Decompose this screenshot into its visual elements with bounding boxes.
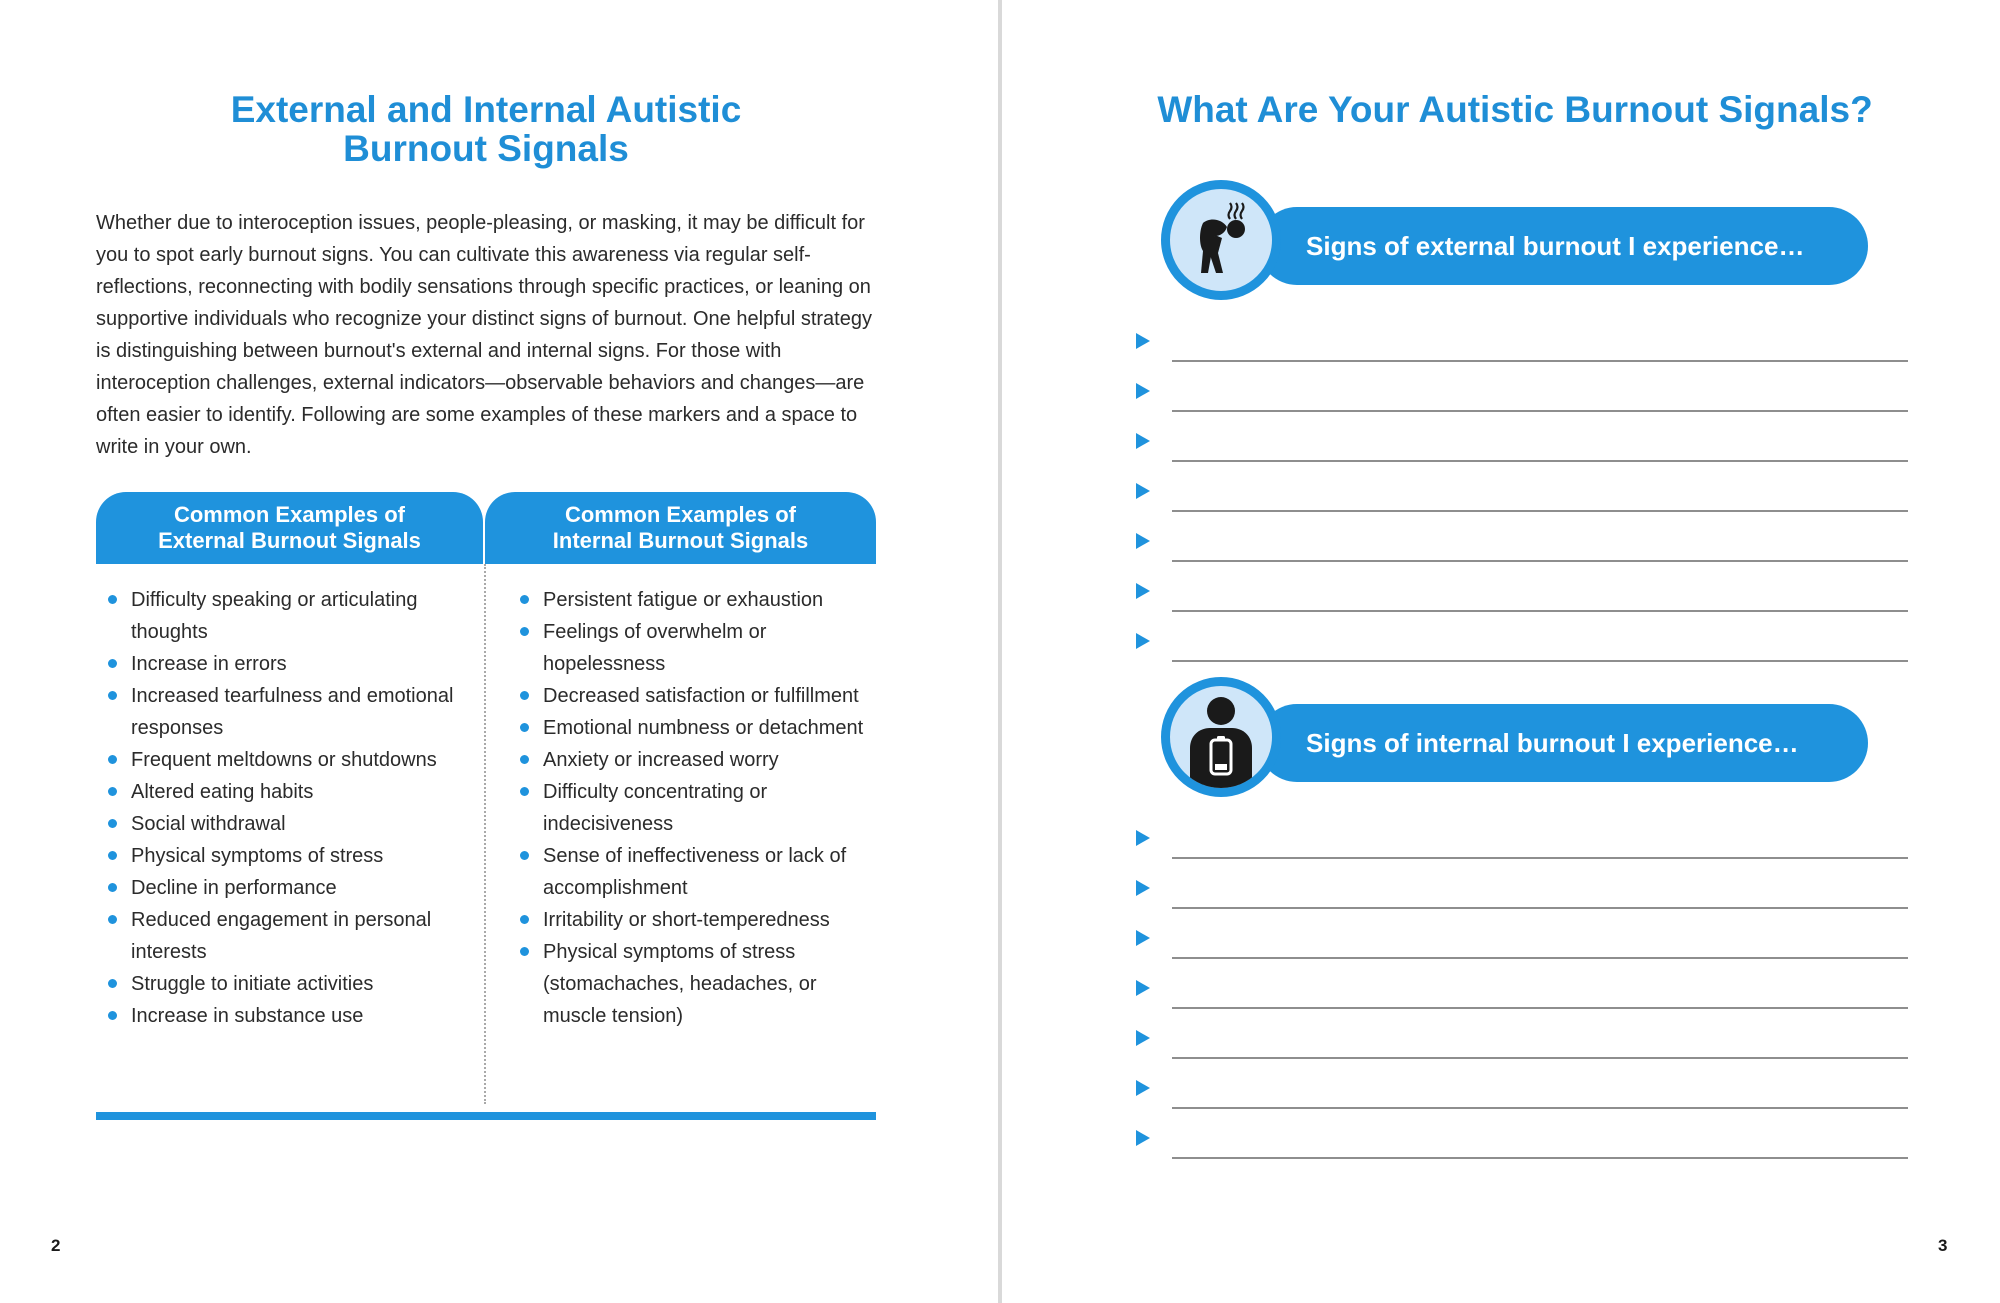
list-item: Increase in errors (108, 648, 474, 680)
write-in-rule[interactable] (1172, 1007, 1908, 1009)
page-number-right: 3 (1938, 1236, 1948, 1255)
list-item: Frequent meltdowns or shutdowns (108, 744, 474, 776)
list-item: Anxiety or increased worry (520, 744, 876, 776)
writing-line[interactable] (1132, 1130, 1908, 1180)
triangle-bullet-icon (1136, 980, 1150, 996)
list-item: Increased tearfulness and emotional responses (108, 680, 474, 744)
writing-line[interactable] (1132, 583, 1908, 633)
writing-line[interactable] (1132, 1030, 1908, 1080)
external-writing-lines (1132, 333, 1908, 683)
writing-line[interactable] (1132, 483, 1908, 533)
triangle-bullet-icon (1136, 1130, 1150, 1146)
internal-writing-lines (1132, 830, 1908, 1180)
list-item: Decline in performance (108, 872, 474, 904)
list-item: Decreased satisfaction or fulfillment (520, 680, 876, 712)
left-page-title-line-1: External and Internal Autistic (230, 89, 742, 130)
triangle-bullet-icon (1136, 633, 1150, 649)
write-in-rule[interactable] (1172, 957, 1908, 959)
right-page-title: What Are Your Autistic Burnout Signals? (1157, 89, 1873, 130)
write-in-rule[interactable] (1172, 1107, 1908, 1109)
bent-over-person-icon-graphic (1170, 189, 1272, 291)
bent-over-person-icon (1161, 180, 1281, 300)
writing-line[interactable] (1132, 333, 1908, 383)
triangle-bullet-icon (1136, 333, 1150, 349)
external-header-line-2: External Burnout Signals (158, 528, 421, 553)
write-in-rule[interactable] (1172, 560, 1908, 562)
list-item: Social withdrawal (108, 808, 474, 840)
external-burnout-label: Signs of external burnout I experience… (1258, 207, 1868, 285)
list-item: Reduced engagement in personal interests (108, 904, 474, 968)
low-battery-person-icon (1161, 677, 1281, 797)
internal-burnout-label: Signs of internal burnout I experience… (1258, 704, 1868, 782)
triangle-bullet-icon (1136, 583, 1150, 599)
write-in-rule[interactable] (1172, 1057, 1908, 1059)
list-item: Physical symptoms of stress (stomachaches, headaches, or muscle tension) (520, 936, 876, 1032)
writing-line[interactable] (1132, 880, 1908, 930)
triangle-bullet-icon (1136, 830, 1150, 846)
writing-line[interactable] (1132, 433, 1908, 483)
triangle-bullet-icon (1136, 383, 1150, 399)
triangle-bullet-icon (1136, 1080, 1150, 1096)
write-in-rule[interactable] (1172, 610, 1908, 612)
writing-line[interactable] (1132, 1080, 1908, 1130)
list-item: Increase in substance use (108, 1000, 474, 1032)
list-item: Difficulty concentrating or indecisiveness (520, 776, 876, 840)
triangle-bullet-icon (1136, 880, 1150, 896)
write-in-rule[interactable] (1172, 360, 1908, 362)
list-item: Physical symptoms of stress (108, 840, 474, 872)
write-in-rule[interactable] (1172, 410, 1908, 412)
write-in-rule[interactable] (1172, 857, 1908, 859)
left-page-title-line-2: Burnout Signals (343, 128, 629, 169)
writing-line[interactable] (1132, 830, 1908, 880)
list-item: Sense of ineffectiveness or lack of accomplishment (520, 840, 876, 904)
list-item: Difficulty speaking or articulating thoughts (108, 584, 474, 648)
external-header-line-1: Common Examples of (173, 502, 406, 527)
page-number-left: 2 (51, 1236, 61, 1255)
list-item: Feelings of overwhelm or hopelessness (520, 616, 876, 680)
triangle-bullet-icon (1136, 533, 1150, 549)
writing-line[interactable] (1132, 383, 1908, 433)
write-in-rule[interactable] (1172, 510, 1908, 512)
write-in-rule[interactable] (1172, 460, 1908, 462)
triangle-bullet-icon (1136, 433, 1150, 449)
writing-line[interactable] (1132, 633, 1908, 683)
triangle-bullet-icon (1136, 930, 1150, 946)
writing-line[interactable] (1132, 533, 1908, 583)
low-battery-person-icon-graphic (1170, 686, 1272, 788)
internal-header-line-1: Common Examples of (564, 502, 797, 527)
list-item: Altered eating habits (108, 776, 474, 808)
intro-paragraph: Whether due to interoception issues, people-pleasing, or masking, it may be difficult for you to spot early burnout signs. You can cultivate this awareness via regular self-reflections, reconnecting with bodily sensations through specific practices, or leaning on supportive individuals who recognize your distinct signs of burnout. One helpful strategy is distinguishing between burnout's external and internal signs. For those with interoception challenges, external indicators—observable behaviors and changes—are often easier to identify. Following are some examples of these markers and a space to write in your own. (96, 212, 872, 458)
internal-header-line-2: Internal Burnout Signals (552, 528, 809, 553)
list-item: Struggle to initiate activities (108, 968, 474, 1000)
list-item: Persistent fatigue or exhaustion (520, 584, 876, 616)
write-in-rule[interactable] (1172, 660, 1908, 662)
triangle-bullet-icon (1136, 483, 1150, 499)
write-in-rule[interactable] (1172, 1157, 1908, 1159)
write-in-rule[interactable] (1172, 907, 1908, 909)
writing-line[interactable] (1132, 980, 1908, 1030)
writing-line[interactable] (1132, 930, 1908, 980)
list-item: Irritability or short-temperedness (520, 904, 876, 936)
triangle-bullet-icon (1136, 1030, 1150, 1046)
list-item: Emotional numbness or detachment (520, 712, 876, 744)
